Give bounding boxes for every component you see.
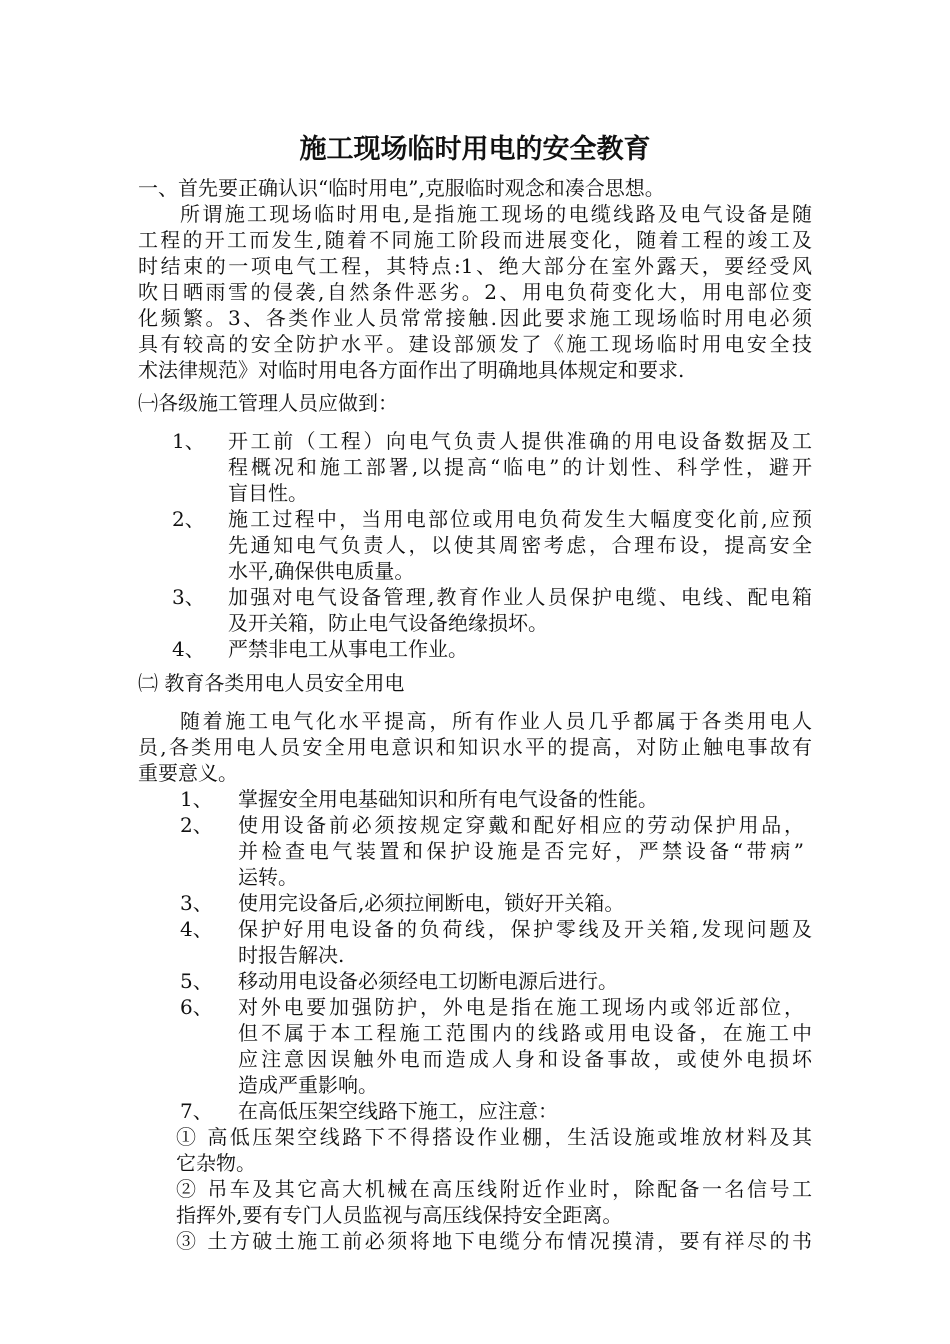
list-item-number: 4、 (180, 917, 213, 941)
list-item-number: 2、 (180, 813, 213, 837)
list-item-number: 6、 (180, 995, 213, 1019)
paragraph-line: 员,各类用电人员安全用电意识和知识水平的提高，对防止触电事故有 (138, 735, 812, 759)
list-item-line: 施工过程中，当用电部位或用电负荷发生大幅度变化前,应预 (228, 507, 812, 531)
circled-item-line: 它杂物。 (176, 1151, 256, 1175)
list-item-line: 移动用电设备必须经电工切断电源后进行。 (238, 969, 618, 993)
subsection-heading: ㈡ 教育各类用电人员安全用电 (138, 671, 405, 695)
paragraph-line: 工程的开工而发生,随着不同施工阶段而进展变化，随着工程的竣工及 (138, 228, 812, 252)
list-item-line: 时报告解决. (238, 943, 345, 967)
list-item-line: 并检查电气装置和保护设施是否完好，严禁设备“带病” (238, 839, 804, 863)
list-item-number: 2、 (172, 507, 205, 531)
list-item-number: 1、 (172, 429, 205, 453)
subsection-heading: ㈠各级施工管理人员应做到： (138, 391, 398, 415)
paragraph-line: 时结束的一项电气工程，其特点:1、绝大部分在室外露天，要经受风 (138, 254, 812, 278)
list-item-line: 严禁非电工从事电工作业。 (228, 637, 468, 661)
list-item-line: 在高低压架空线路下施工，应注意： (238, 1099, 558, 1123)
circled-item-line: ② 吊车及其它高大机械在高压线附近作业时，除配备一名信号工 (176, 1177, 812, 1201)
list-item-number: 4、 (172, 637, 205, 661)
paragraph-line: 化频繁。3、各类作业人员常常接触.因此要求施工现场临时用电必须 (138, 306, 812, 330)
section-heading: 一、首先要正确认识“临时用电”,克服临时观念和凑合思想。 (138, 176, 665, 200)
list-item-number: 3、 (172, 585, 205, 609)
paragraph-line: 所谓施工现场临时用电,是指施工现场的电缆线路及电气设备是随 (180, 202, 812, 226)
circled-item-line: ③ 土方破土施工前必须将地下电缆分布情况摸清，要有祥尽的书 (176, 1229, 812, 1253)
list-item-number: 3、 (180, 891, 213, 915)
list-item-line: 对外电要加强防护，外电是指在施工现场内或邻近部位， (238, 995, 804, 1019)
paragraph-line: 吹日晒雨雪的侵袭,自然条件恶劣。2、用电负荷变化大，用电部位变 (138, 280, 812, 304)
list-item-line: 及开关箱，防止电气设备绝缘损坏。 (228, 611, 548, 635)
paragraph-line: 术法律规范》对临时用电各方面作出了明确地具体规定和要求. (138, 358, 685, 382)
circled-item-line: ① 高低压架空线路下不得搭设作业棚，生活设施或堆放材料及其 (176, 1125, 812, 1149)
list-item-line: 使用设备前必须按规定穿戴和配好相应的劳动保护用品， (238, 813, 804, 837)
list-item-line: 保护好用电设备的负荷线，保护零线及开关箱,发现问题及 (238, 917, 812, 941)
list-item-line: 水平,确保供电质量。 (228, 559, 415, 583)
list-item-line: 程概况和施工部署,以提高“临电”的计划性、科学性，避开 (228, 455, 812, 479)
paragraph-line: 具有较高的安全防护水平。建设部颁发了《施工现场临时用电安全技 (138, 332, 812, 356)
list-item-line: 掌握安全用电基础知识和所有电气设备的性能。 (238, 787, 658, 811)
list-item-number: 5、 (180, 969, 213, 993)
list-item-line: 运转。 (238, 865, 298, 889)
list-item-line: 先通知电气负责人，以使其周密考虑，合理布设，提高安全 (228, 533, 812, 557)
paragraph-line: 重要意义。 (138, 761, 238, 785)
paragraph-line: 随着施工电气化水平提高，所有作业人员几乎都属于各类用电人 (180, 709, 812, 733)
list-item-number: 1、 (180, 787, 213, 811)
list-item-line: 盲目性。 (228, 481, 308, 505)
list-item-line: 开工前（工程）向电气负责人提供准确的用电设备数据及工 (228, 429, 812, 453)
page-title: 施工现场临时用电的安全教育 (299, 134, 651, 165)
list-item-number: 7、 (180, 1099, 213, 1123)
list-item-line: 使用完设备后,必须拉闸断电，锁好开关箱。 (238, 891, 625, 915)
circled-item-line: 指挥外,要有专门人员监视与高压线保持安全距离。 (176, 1203, 623, 1227)
list-item-line: 应注意因误触外电而造成人身和设备事故，或使外电损坏 (238, 1047, 812, 1071)
list-item-line: 造成严重影响。 (238, 1073, 378, 1097)
list-item-line: 加强对电气设备管理,教育作业人员保护电缆、电线、配电箱 (228, 585, 812, 609)
list-item-line: 但不属于本工程施工范围内的线路或用电设备，在施工中 (238, 1021, 812, 1045)
